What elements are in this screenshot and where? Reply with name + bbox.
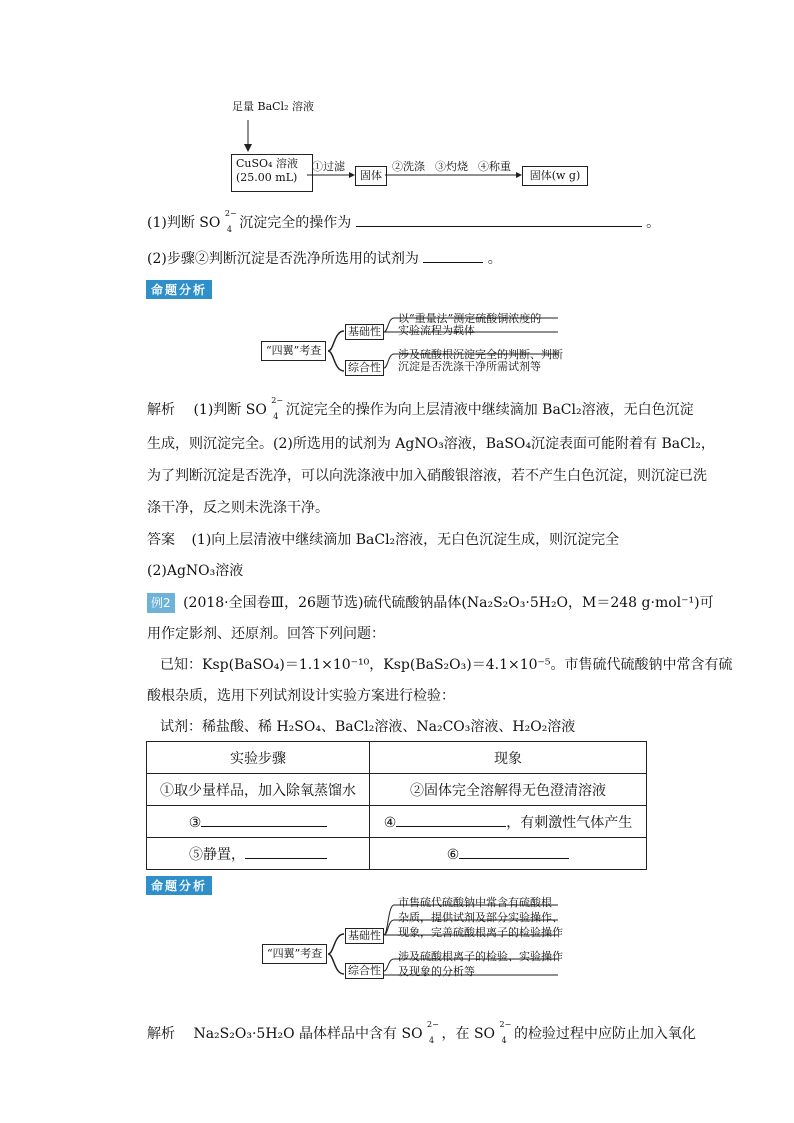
solution2-part1: Na₂S₂O₃·5H₂O 晶体样品中含有 SO [193,1026,423,1042]
analysis-header-1: 命题分析 [146,280,212,299]
flow-node2-label: 固体(w g) [529,169,581,182]
mindmap2-root: “四翼”考查 [262,944,327,964]
example2-line2: 用作定影剂、还原剂。回答下列问题： [147,626,385,642]
mindmap1-b2-line1: 涉及硫酸根沉淀完全的判断、判断 [398,348,563,361]
flow-reagent-label: 足量 BaCl₂ 溶液 [232,100,314,113]
step4-answer-blank[interactable] [396,812,506,827]
q1-end: 。 [646,215,661,231]
mindmap1-b1-line1: 以“重量法”测定硫酸铜浓度的 [398,312,542,325]
example2-line3: 已知：Ksp(BaSO₄)＝1.1×10⁻¹⁰，Ksp(BaS₂O₃)＝4.1×10⁻⁵。市售硫代硫酸钠中常含有硫 [160,657,733,673]
mindmap1-branch2: 综合性 [345,360,384,376]
question-1 [147,209,661,234]
table-cell [370,806,647,838]
mindmap2-b2-line2: 及现象的分析等 [398,965,475,978]
solution-1-line2: 生成，则沉淀完全。(2)所选用的试剂为 AgNO₃溶液，BaSO₄沉淀表面可能附着有 BaCl₂， [147,436,715,452]
solution2-ion-charge-1: 2− [427,1020,439,1029]
solution2-part2: ，在 SO [441,1026,496,1042]
mindmap1-b1-line2: 实验流程为载体 [398,324,475,337]
mindmap2-branch2: 综合性 [345,963,384,979]
flow-start-line1: CuSO₄ 溶液 [236,157,298,170]
answer-1-line1 [147,530,619,550]
step3-answer-blank[interactable] [201,812,327,827]
question-2 [147,248,502,269]
table-cell: ②固体完全溶解得无色澄清溶液 [370,774,647,806]
analysis-header-2: 命题分析 [146,876,212,895]
flow-step1: ①过滤 [312,160,345,173]
step5-answer-blank[interactable] [245,844,327,859]
solution-2-line1 [147,1020,696,1045]
flow-step3: ③灼烧 [435,160,468,173]
example2-line1-text: (2018·全国卷Ⅲ，26题节选)硫代硫酸钠晶体(Na₂S₂O₃·5H₂O，M＝248 g·mol⁻¹)可 [183,595,714,611]
experiment-table [146,741,647,870]
table-cell: ①取少量样品，加入除氧蒸馏水 [147,774,370,806]
q2-text: (2)步骤②判断沉淀是否洗净所选用的试剂为 [147,251,419,267]
example2-line1 [147,593,714,613]
step6-label: ⑥ [446,847,460,863]
mindmap1-branch1: 基础性 [345,324,384,340]
solution2-ion-sub-1: 4 [429,1036,435,1045]
mindmap2-b2-line1: 涉及硫酸根离子的检验、实验操作 [398,950,563,963]
table-row [147,774,647,806]
mindmap1-root: “四翼”考查 [261,341,326,361]
q2-answer-blank[interactable] [423,248,483,263]
answer1-line1: (1)向上层清液中继续滴加 BaCl₂溶液，无白色沉淀生成，则沉淀完全 [191,532,620,548]
table-header-phenomenon: 现象 [370,742,647,774]
table-row [147,838,647,870]
step5-label: ⑤静置， [189,846,245,863]
q1-suffix: 沉淀完全的操作为 [239,215,352,231]
table-cell [147,806,370,838]
answer1-label: 答案 [147,532,175,548]
step4-suffix: ，有刺激性气体产生 [506,814,633,831]
solution1-line1b: 沉淀完全的操作为向上层清液中继续滴加 BaCl₂溶液，无白色沉淀 [285,402,694,418]
flow-node1-label: 固体 [360,169,382,182]
table-header-steps: 实验步骤 [147,742,370,774]
flow-step2: ②洗涤 [392,160,425,173]
flow-node1 [355,166,387,186]
q1-ion-sub: 4 [226,225,232,234]
table-cell [370,838,647,870]
mindmap1-b2-line2: 沉淀是否洗涤干净所需试剂等 [398,360,541,373]
solution2-label: 解析 [147,1026,175,1042]
solution-1-line4: 涤干净，反之则未洗涤干净。 [147,500,329,516]
mindmap2-branch1: 基础性 [345,928,384,944]
solution-1-line3: 为了判断沉淀是否洗净，可以向洗涤液中加入硝酸银溶液，若不产生白色沉淀，则沉淀已洗 [147,468,707,484]
flow-start-box [231,154,313,192]
step4-label: ④ [383,814,397,831]
solution1-label: 解析 [147,402,175,418]
table-cell [147,838,370,870]
solution2-ion-charge-2: 2− [499,1020,512,1029]
q1-prefix: (1)判断 SO [147,215,221,231]
q2-end: 。 [487,251,502,267]
step6-answer-blank[interactable] [459,844,569,859]
solution2-part3: 的检验过程中应防止加入氧化 [513,1026,696,1042]
mindmap2-b1-line2: 杂质，提供试剂及部分实验操作、 [398,911,563,924]
step3-label: ③ [188,815,202,831]
flow-start-line2: (25.00 mL) [236,171,298,184]
solution2-ion-sub-2: 4 [501,1036,507,1045]
table-row [147,806,647,838]
example2-line5: 试剂：稀盐酸、稀 H₂SO₄、BaCl₂溶液、Na₂CO₃溶液、H₂O₂溶液 [160,719,576,735]
answer-1-line2: (2)AgNO₃溶液 [147,563,244,579]
solution-1-line1 [147,396,694,421]
solution1-ion-sub: 4 [273,412,279,421]
q1-answer-blank[interactable] [356,212,642,227]
table-header-row [147,742,647,774]
mindmap2-b1-line3: 现象，完善硫酸根离子的检验操作 [398,926,563,939]
flow-step4: ④称重 [478,160,511,173]
q1-ion-charge: 2− [224,209,237,218]
solution1-line1a: (1)判断 SO [193,402,267,418]
flow-node2 [522,166,588,186]
example2-line4: 酸根杂质，选用下列试剂设计实验方案进行检验： [147,688,455,704]
solution1-ion-charge: 2− [271,396,284,405]
mindmap2-b1-line1: 市售硫代硫酸钠中常含有硫酸根 [398,896,552,909]
example2-badge: 例2 [147,593,175,613]
